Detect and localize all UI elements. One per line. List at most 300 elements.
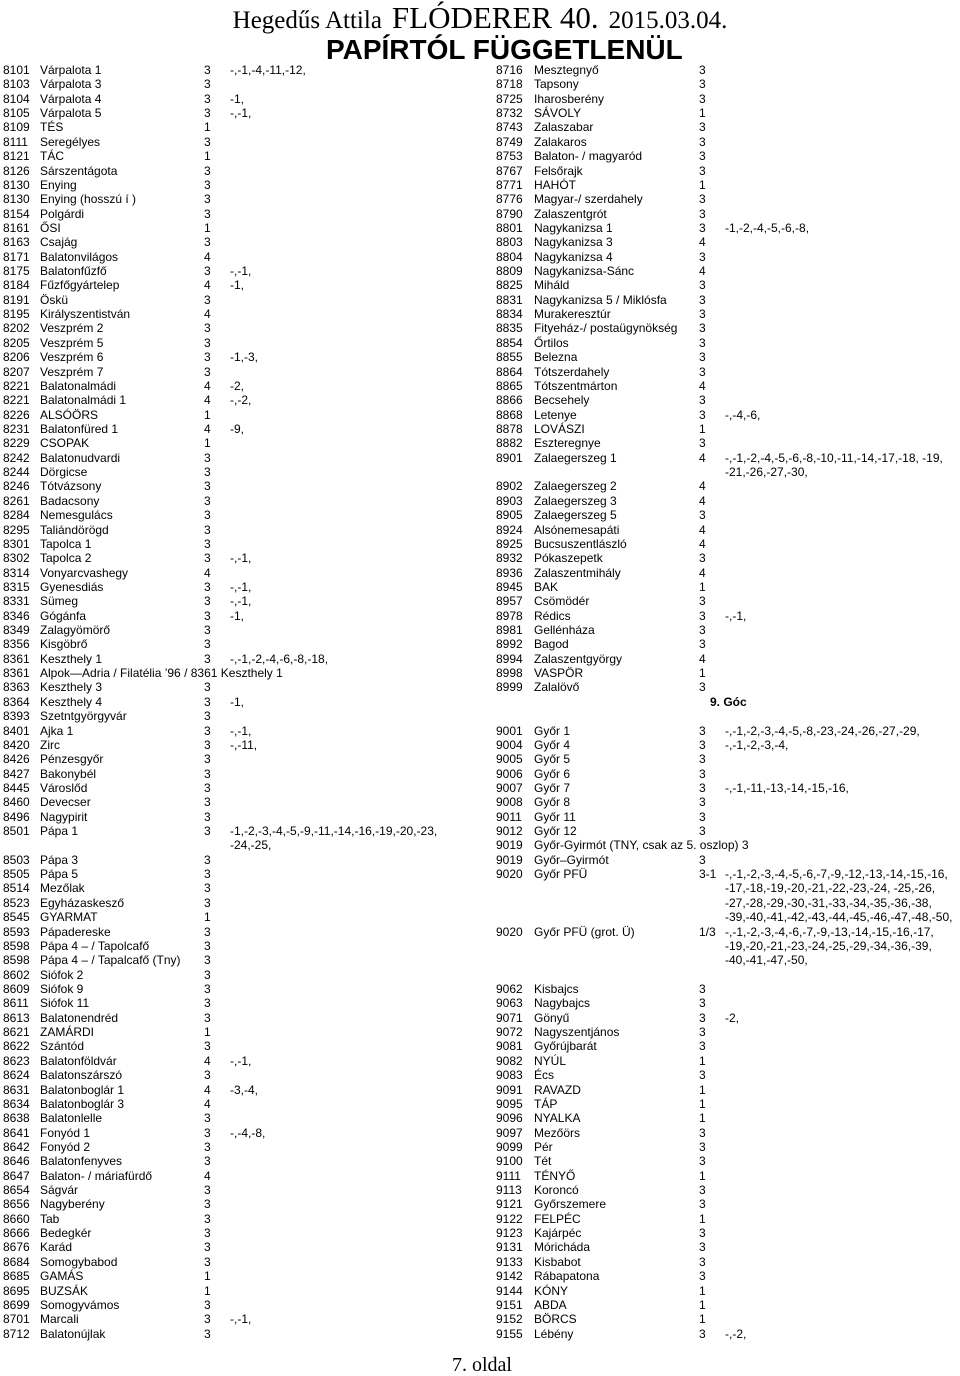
row-code: 9012 <box>496 824 523 839</box>
row-name: Pér <box>534 1139 553 1154</box>
row-ext: -,-2, <box>230 393 252 408</box>
row-qty: 3 <box>204 321 211 336</box>
row-code: 8207 <box>3 364 30 379</box>
row-code: 8638 <box>3 1111 30 1126</box>
row-code: 8749 <box>496 134 523 149</box>
row-name: Tét <box>534 1154 552 1169</box>
header-author: Hegedűs Attila <box>232 7 382 34</box>
table-row <box>3 867 473 881</box>
row-code: 8514 <box>3 881 30 896</box>
row-code: 8804 <box>496 249 523 264</box>
row-ext: -21,-26,-27,-30, <box>725 465 808 480</box>
row-name: HAHÓT <box>534 177 576 192</box>
row-name: Tapsony <box>534 77 579 92</box>
row-code: 8855 <box>496 350 523 365</box>
table-row <box>3 1083 473 1097</box>
row-qty: 4 <box>204 307 211 322</box>
row-qty: 3 <box>204 364 211 379</box>
row-qty: 3 <box>699 982 706 996</box>
table-row <box>496 566 960 580</box>
row-code: 8743 <box>496 120 523 135</box>
row-code: 9095 <box>496 1096 523 1111</box>
row-qty: 3 <box>204 809 211 824</box>
row-code: 8505 <box>3 867 30 882</box>
row-qty: 3 <box>204 594 211 609</box>
row-code: 8654 <box>3 1183 30 1198</box>
row-name: Seregélyes <box>40 134 101 149</box>
table-row <box>3 551 473 565</box>
row-ext: -19,-20,-21,-23,-24,-25,-29,-34,-36,-39, <box>725 938 932 953</box>
row-code: 8998 <box>496 666 523 681</box>
row-ext: -1,-2,-4,-5,-6,-8, <box>725 220 810 235</box>
section-title: 9. Góc <box>710 694 747 709</box>
row-code: 8753 <box>496 149 523 164</box>
row-name: Veszprém 6 <box>40 350 104 365</box>
row-qty: 1 <box>699 1211 706 1226</box>
row-qty: 3 <box>699 364 706 379</box>
row-name: Keszthely 3 <box>40 680 103 695</box>
table-row <box>3 264 473 278</box>
row-ext: -,-1, <box>230 106 252 121</box>
row-code: 9144 <box>496 1283 523 1298</box>
table-row <box>496 63 960 77</box>
row-qty: 3 <box>699 780 706 795</box>
table-row <box>3 92 473 106</box>
table-row <box>3 436 473 450</box>
row-name: Taliándörögd <box>40 522 109 537</box>
row-code: 9097 <box>496 1125 523 1140</box>
row-qty: 3 <box>699 723 706 738</box>
row-name: Zalaszabar <box>534 120 594 135</box>
table-row <box>496 1039 960 1053</box>
row-name: Devecser <box>40 795 91 810</box>
table-row <box>3 1197 473 1211</box>
row-name: Siófok 9 <box>40 982 84 996</box>
table-row <box>496 92 960 106</box>
table-row <box>496 1054 960 1068</box>
row-code: 9111 <box>496 1168 521 1183</box>
row-name: Zalaegerszeg 5 <box>534 508 617 523</box>
row-code: 8902 <box>496 479 523 494</box>
row-qty: 3 <box>699 623 706 638</box>
row-name: Écs <box>534 1068 555 1083</box>
row-name: Somogyvámos <box>40 1297 120 1312</box>
row-code: 8901 <box>496 450 523 465</box>
row-code: 8660 <box>3 1211 30 1226</box>
table-row <box>496 1154 960 1168</box>
table-row <box>3 1169 473 1183</box>
row-code: 8656 <box>3 1197 30 1212</box>
row-qty: 3 <box>699 163 706 178</box>
row-name: Polgárdi <box>40 206 85 221</box>
table-row <box>496 623 960 637</box>
table-row <box>3 120 473 134</box>
row-ext: -,-1,-2,-3,-4,-5,-6,-7,-9,-12,-13,-14,-15,-16, <box>725 867 948 882</box>
row-qty: 3 <box>204 680 211 695</box>
row-ext: -,-2, <box>725 1326 747 1341</box>
row-name: TÉS <box>40 120 64 135</box>
table-row <box>496 609 960 623</box>
row-qty: 3 <box>699 1139 706 1154</box>
table-row <box>496 1126 960 1140</box>
row-ext: -,-1, <box>230 1053 252 1068</box>
row-name: Győrszemere <box>534 1197 607 1212</box>
row-code: 8835 <box>496 321 523 336</box>
table-row <box>496 408 960 422</box>
row-ext: -9, <box>230 421 245 436</box>
row-qty: 3 <box>699 1154 706 1169</box>
table-row <box>3 1039 473 1053</box>
row-name: Várpalota 4 <box>40 91 102 106</box>
table-row <box>3 1255 473 1269</box>
row-code: 8878 <box>496 421 523 436</box>
row-name: Bakonybél <box>40 766 97 781</box>
row-code: 8226 <box>3 407 30 422</box>
row-code: 8623 <box>3 1053 30 1068</box>
row-qty: 4 <box>699 264 706 279</box>
table-row <box>3 609 473 623</box>
row-qty: 1 <box>204 407 211 422</box>
table-row <box>496 494 960 508</box>
row-name: Balatonendréd <box>40 1010 119 1025</box>
table-row <box>3 1111 473 1125</box>
row-qty: 1 <box>699 421 706 436</box>
row-name: Siófok 11 <box>40 996 90 1011</box>
row-code: 8346 <box>3 608 30 623</box>
table-row <box>496 523 960 537</box>
row-qty: 3 <box>204 91 211 106</box>
row-code: 8130 <box>3 192 30 207</box>
table-row <box>496 666 960 680</box>
table-row <box>3 307 473 321</box>
row-code: 8401 <box>3 723 30 738</box>
table-row <box>3 379 473 393</box>
row-name: LOVÁSZI <box>534 421 585 436</box>
table-row <box>496 953 960 967</box>
page-header <box>0 0 960 36</box>
table-row <box>3 1154 473 1168</box>
table-row <box>496 824 960 838</box>
row-code: 8175 <box>3 264 30 279</box>
table-row <box>3 321 473 335</box>
row-name: Balatonföldvár <box>40 1053 117 1068</box>
row-name: Móricháda <box>534 1240 591 1255</box>
row-code: 8195 <box>3 307 30 322</box>
row-name: Balatonudvardi <box>40 450 121 465</box>
row-qty: 1 <box>204 1269 211 1284</box>
row-name: Győr-Gyirmót (TNY, csak az 5. oszlop) 3 <box>534 838 749 853</box>
table-row <box>496 594 960 608</box>
row-code: 8364 <box>3 694 30 709</box>
row-code: 8103 <box>3 77 30 92</box>
table-row <box>496 1169 960 1183</box>
row-name: Magyar-/ szerdahely <box>534 192 643 207</box>
row-qty: 4 <box>204 1168 211 1183</box>
row-code: 8866 <box>496 393 523 408</box>
row-name: Rábapatona <box>534 1269 600 1284</box>
row-name: BÖRCS <box>534 1312 577 1327</box>
row-code: 9121 <box>496 1197 523 1212</box>
row-ext: -,-1,-2,-3,-4,-5,-8,-23,-24,-26,-27,-29, <box>725 723 920 738</box>
table-row <box>3 149 473 163</box>
row-name: Zalaegerszeg 3 <box>534 493 617 508</box>
row-code: 8905 <box>496 508 523 523</box>
row-name: Fityeház-/ postaügynökség <box>534 321 678 336</box>
row-code: 9071 <box>496 1010 523 1025</box>
row-code: 8104 <box>3 91 30 106</box>
row-name: Nagykanizsa 4 <box>534 249 613 264</box>
table-row <box>496 365 960 379</box>
row-name: Zalaszentgyörgy <box>534 651 623 666</box>
row-code: 8684 <box>3 1254 30 1269</box>
row-code: 8191 <box>3 292 30 307</box>
row-name: Marcali <box>40 1312 79 1327</box>
row-name: TÁP <box>534 1096 558 1111</box>
row-name: BUZSÁK <box>40 1283 89 1298</box>
table-row <box>3 1240 473 1254</box>
row-name: Győr 8 <box>534 795 571 810</box>
table-row <box>3 1126 473 1140</box>
row-name: Rédics <box>534 608 571 623</box>
table-row <box>3 192 473 206</box>
row-code: 8231 <box>3 421 30 436</box>
row-qty: 3 <box>204 608 211 623</box>
row-code: 8924 <box>496 522 523 537</box>
row-code: 8126 <box>3 163 30 178</box>
row-ext: -1, <box>230 278 245 293</box>
table-row <box>3 1312 473 1326</box>
row-name: Győr 6 <box>534 766 571 781</box>
table-row <box>496 867 960 881</box>
row-qty: 3 <box>204 1125 211 1140</box>
row-name: Győr 11 <box>534 809 576 824</box>
table-row <box>496 1327 960 1341</box>
row-code: 9096 <box>496 1111 523 1126</box>
row-qty: 1 <box>699 1096 706 1111</box>
row-code: 8613 <box>3 1010 30 1025</box>
row-name: Egyházaskesző <box>40 895 125 910</box>
row-ext: -,-1, <box>230 723 252 738</box>
row-qty: 4 <box>204 565 211 580</box>
row-qty: 3 <box>699 321 706 336</box>
row-qty: 3 <box>204 637 211 652</box>
row-name: Murakeresztúr <box>534 307 611 322</box>
row-name: Pápa 4 – / Tapolcafő <box>40 938 150 953</box>
row-name: FELPÉC <box>534 1211 581 1226</box>
row-name: Miháld <box>534 278 570 293</box>
table-row <box>496 436 960 450</box>
row-qty: 3 <box>699 134 706 149</box>
row-code: 8609 <box>3 982 30 996</box>
table-row <box>496 1240 960 1254</box>
table-row <box>3 278 473 292</box>
row-qty: 1 <box>699 1297 706 1312</box>
row-qty: 3 <box>204 77 211 92</box>
row-ext: -17,-18,-19,-20,-21,-22,-23,-24, -25,-26, <box>725 881 936 896</box>
row-qty: 1 <box>699 177 706 192</box>
table-row <box>3 580 473 594</box>
table-row <box>496 1111 960 1125</box>
row-name: Mesztegnyő <box>534 63 599 77</box>
row-qty: 3 <box>699 637 706 652</box>
row-name: Tótszerdahely <box>534 364 610 379</box>
row-code: 8593 <box>3 924 30 939</box>
row-name: Somogybabod <box>40 1254 118 1269</box>
row-name: SÁVOLY <box>534 106 582 121</box>
table-row <box>3 293 473 307</box>
row-name: Őrtilos <box>534 335 569 350</box>
row-code: 9007 <box>496 780 523 795</box>
row-name: Balatonboglár 3 <box>40 1096 125 1111</box>
row-qty: 1 <box>699 1053 706 1068</box>
row-name: Győrújbarát <box>534 1039 597 1054</box>
row-qty: 3 <box>204 1312 211 1327</box>
table-row <box>3 953 473 967</box>
table-row <box>496 680 960 694</box>
table-row <box>496 580 960 594</box>
row-qty: 3 <box>699 508 706 523</box>
table-row <box>3 393 473 407</box>
row-code: 8503 <box>3 852 30 867</box>
row-qty: 3 <box>204 982 211 996</box>
row-name: Csajág <box>40 235 78 250</box>
row-ext: -39,-40,-41,-42,-43,-44,-45,-46,-47,-48,-50, <box>725 910 953 925</box>
row-qty: 3 <box>699 292 706 307</box>
row-qty: 3 <box>204 106 211 121</box>
table-row <box>3 652 473 666</box>
row-qty: 4 <box>699 522 706 537</box>
table-row <box>496 537 960 551</box>
row-name: Kajárpéc <box>534 1226 582 1241</box>
table-row <box>3 63 473 77</box>
row-name: Öskü <box>40 292 69 307</box>
row-qty: 1 <box>204 220 211 235</box>
row-name: Tapolca 2 <box>40 551 92 566</box>
row-code: 8790 <box>496 206 523 221</box>
row-code: 8161 <box>3 220 30 235</box>
table-row <box>496 724 960 738</box>
row-code: 9072 <box>496 1025 523 1040</box>
row-code: 9011 <box>496 809 522 824</box>
row-code: 9081 <box>496 1039 523 1054</box>
table-row <box>3 106 473 120</box>
row-qty: 1 <box>204 120 211 135</box>
row-code: 8925 <box>496 536 523 551</box>
row-code: 8732 <box>496 106 523 121</box>
table-row <box>496 278 960 292</box>
table-row <box>496 178 960 192</box>
row-name: BAK <box>534 579 559 594</box>
row-qty: 1 <box>204 910 211 925</box>
table-row <box>496 250 960 264</box>
row-name: Királyszentistván <box>40 307 131 322</box>
table-row <box>3 709 473 723</box>
row-code: 9131 <box>496 1240 523 1255</box>
row-qty: 3 <box>699 206 706 221</box>
row-qty: 3 <box>204 895 211 910</box>
row-name: Letenye <box>534 407 577 422</box>
table-row <box>3 1025 473 1039</box>
table-row <box>3 939 473 953</box>
row-code: 8545 <box>3 910 30 925</box>
row-code: 8206 <box>3 350 30 365</box>
header-date: 2015.03.04. <box>608 7 728 34</box>
row-code: 8598 <box>3 938 30 953</box>
table-row <box>496 192 960 206</box>
row-code: 8202 <box>3 321 30 336</box>
row-qty: 4 <box>699 378 706 393</box>
row-qty: 3 <box>204 579 211 594</box>
table-row <box>496 881 960 895</box>
row-name: RAVAZD <box>534 1082 581 1097</box>
row-name: Pókaszepetk <box>534 551 603 566</box>
table-row <box>3 1298 473 1312</box>
row-qty: 3 <box>204 651 211 666</box>
row-qty: 3 <box>699 91 706 106</box>
row-code: 8994 <box>496 651 523 666</box>
row-qty: 3 <box>699 594 706 609</box>
row-name: Kisbabot <box>534 1254 581 1269</box>
table-row <box>496 1068 960 1082</box>
row-name: Várpalota 1 <box>40 63 102 77</box>
row-qty: 3 <box>204 465 211 480</box>
row-name: Tapolca 1 <box>40 536 92 551</box>
row-qty: 3 <box>204 493 211 508</box>
row-code: 8903 <box>496 493 523 508</box>
table-row <box>3 910 473 924</box>
row-code: 8642 <box>3 1139 30 1154</box>
row-qty: 3 <box>204 335 211 350</box>
row-qty: 3 <box>699 795 706 810</box>
row-qty: 3 <box>699 1010 706 1025</box>
table-row <box>3 537 473 551</box>
row-code: 8647 <box>3 1168 30 1183</box>
row-qty: 3 <box>699 1254 706 1269</box>
row-name: Várpalota 5 <box>40 106 102 121</box>
row-name: ŐSI <box>40 220 61 235</box>
table-row <box>3 494 473 508</box>
row-name: Kisgöbrő <box>40 637 88 652</box>
row-name: Badacsony <box>40 493 100 508</box>
row-code: 8621 <box>3 1025 30 1040</box>
row-name: Tótszentmárton <box>534 378 618 393</box>
row-qty: 3 <box>204 450 211 465</box>
row-name: Balatonfüred 1 <box>40 421 119 436</box>
row-ext: -,-11, <box>230 737 258 752</box>
row-code: 9113 <box>496 1183 522 1198</box>
table-row <box>496 1212 960 1226</box>
row-ext: -1, <box>230 694 245 709</box>
table-row <box>3 1327 473 1341</box>
row-qty: 3 <box>204 824 211 839</box>
row-name: Zalakaros <box>534 134 587 149</box>
row-code: 9155 <box>496 1326 523 1341</box>
row-name: Pápa 5 <box>40 867 79 882</box>
row-qty: 3 <box>699 996 706 1011</box>
row-name: Lébény <box>534 1326 574 1341</box>
table-row <box>3 881 473 895</box>
row-ext: -,-1, <box>725 608 747 623</box>
table-row <box>3 623 473 637</box>
table-row <box>3 508 473 522</box>
row-code: 8261 <box>3 493 30 508</box>
row-qty: 3 <box>204 177 211 192</box>
row-qty: 3 <box>204 522 211 537</box>
table-row <box>496 925 960 939</box>
table-row <box>3 350 473 364</box>
table-row <box>496 1312 960 1326</box>
table-row <box>496 1255 960 1269</box>
